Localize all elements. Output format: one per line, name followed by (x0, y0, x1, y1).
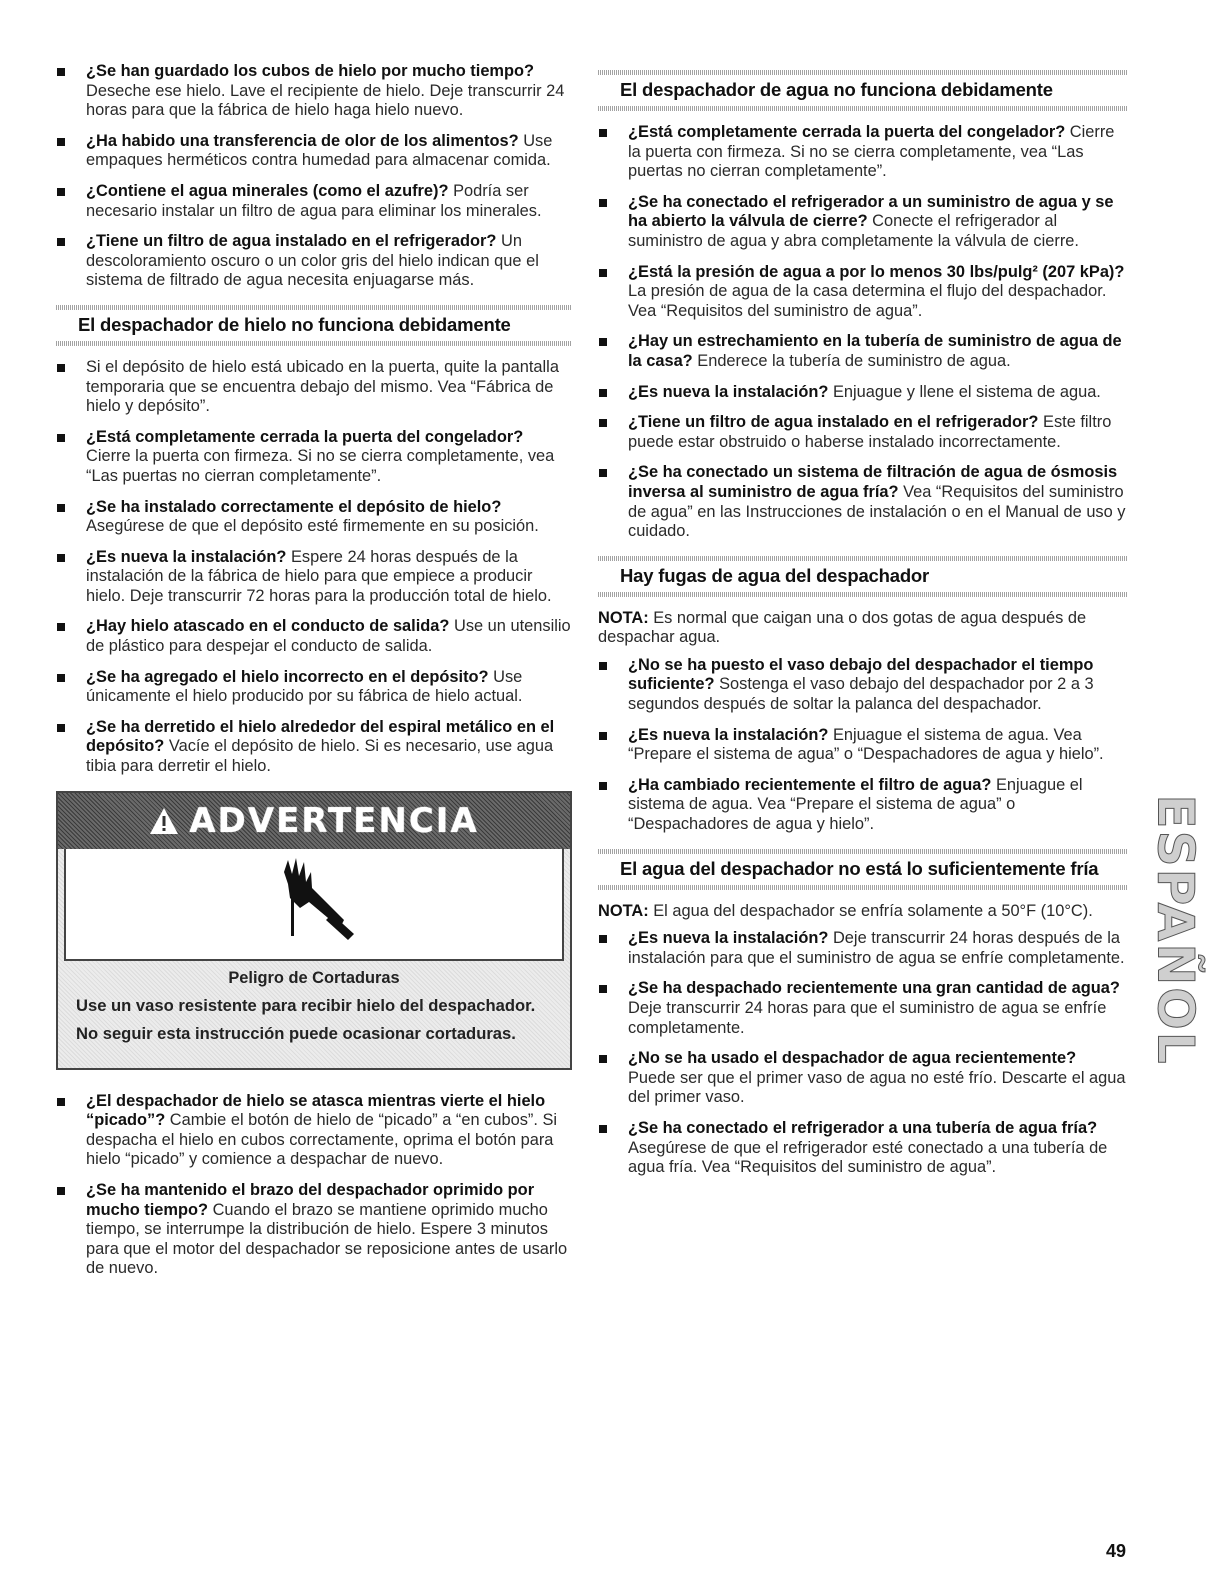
list-item (598, 263, 1128, 322)
item-answer: Enjuague el sistema de agua. Vea “Prepare el sistema de agua” o “Despachadores de agua y hielo”. (628, 775, 1083, 834)
note-label: NOTA: (598, 608, 649, 627)
list-item (598, 776, 1128, 835)
item-answer: Asegúrese de que el depósito esté firmemente en su posición. (86, 517, 539, 536)
item-question: ¿Es nueva la instalación? (628, 382, 829, 401)
item-question: ¿Es nueva la instalación? (86, 547, 287, 566)
item-question: ¿El despachador de hielo se atasca mientras vierte el hielo “picado”? (86, 1091, 546, 1130)
bullet-icon (57, 188, 65, 196)
right-column (598, 62, 1128, 1189)
section-divider (598, 849, 1128, 854)
section-heading: El despachador de agua no funciona debidamente (620, 79, 1053, 100)
warning-triangle-icon (149, 807, 179, 835)
bullet-icon (599, 389, 607, 397)
list-item (598, 332, 1128, 371)
item-answer: Asegúrese de que el refrigerador esté conectado a una tubería de agua fría. Vea “Requisitos del suministro de agua”. (628, 1138, 1108, 1177)
cold-list (598, 929, 1128, 1178)
bullet-icon (57, 364, 65, 372)
list-item (598, 193, 1128, 252)
bullet-icon (599, 129, 607, 137)
list-item (598, 1049, 1128, 1108)
ice-dispenser-list (56, 358, 572, 777)
item-question: ¿Contiene el agua minerales (como el azufre)? (86, 181, 449, 200)
section-divider (598, 885, 1128, 890)
warning-box (56, 791, 572, 1070)
warning-body (58, 961, 570, 1068)
bullet-icon (599, 469, 607, 477)
note-text: El agua del despachador se enfría solamente a 50°F (10°C). (653, 901, 1093, 920)
item-answer: Si el depósito de hielo está ubicado en la puerta, quite la pantalla temporaria que se encuentra debajo del mismo. Vea “Fábrica de hielo y depósito”. (86, 357, 559, 416)
item-question: ¿Está la presión de agua a por lo menos 30 lbs/pulg² (207 kPa)? (628, 262, 1125, 281)
item-question: ¿No se ha usado el despachador de agua recientemente? (628, 1049, 1077, 1068)
item-answer: Use empaques herméticos contra humedad para almacenar comida. (86, 131, 553, 170)
item-question: ¿Se ha agregado el hielo incorrecto en el depósito? (86, 667, 489, 686)
bullet-icon (599, 935, 607, 943)
list-item (56, 548, 572, 607)
bullet-icon (57, 674, 65, 682)
bullet-icon (57, 138, 65, 146)
section-divider (56, 341, 572, 346)
bullet-icon (57, 434, 65, 442)
bullet-icon (57, 1187, 65, 1195)
bullet-icon (57, 554, 65, 562)
section-water-dispenser (598, 70, 1128, 111)
section-heading: El agua del despachador no está lo suficientemente fría (620, 857, 1099, 879)
item-answer: Conecte el refrigerador al suministro de agua y abra completamente la válvula de cierre. (628, 212, 1079, 250)
item-question: ¿Es nueva la instalación? (628, 929, 829, 948)
item-question: ¿Tiene un filtro de agua instalado en el refrigerador? (86, 232, 497, 251)
warning-title: ADVERTENCIA (189, 800, 479, 841)
item-question: ¿Se ha despachado recientemente una gran cantidad de agua? (628, 979, 1120, 998)
item-question: ¿Se ha conectado el refrigerador a una tubería de agua fría? (628, 1118, 1098, 1137)
bullet-icon (599, 662, 607, 670)
list-item (598, 1119, 1128, 1178)
note-text: Es normal que caigan una o dos gotas de agua después de despachar agua. (598, 608, 1087, 647)
cut-hand-icon (254, 854, 374, 954)
list-item (598, 979, 1128, 1038)
bullet-icon (57, 1098, 65, 1106)
warning-banner (58, 793, 570, 849)
list-item (598, 413, 1128, 452)
item-answer: La presión de agua de la casa determina el flujo del despachador. Vea “Requisitos del suministro de agua”. (628, 282, 1107, 320)
bullet-icon (57, 504, 65, 512)
item-question: ¿Se ha mantenido el brazo del despachador oprimido por mucho tiempo? (86, 1181, 535, 1219)
section-cold (598, 849, 1128, 890)
item-answer: Deseche ese hielo. Lave el recipiente de hielo. Deje transcurrir 24 horas para que la fábrica de hielo haga hielo nuevo. (86, 81, 565, 120)
section-leaks (598, 556, 1128, 597)
list-item (598, 463, 1128, 541)
item-question: ¿Es nueva la instalación? (628, 725, 829, 744)
list-item (56, 498, 572, 537)
list-item (56, 1181, 572, 1279)
cold-note (598, 902, 1128, 922)
leaks-list (598, 656, 1128, 835)
list-item (56, 232, 572, 291)
list-item (598, 726, 1128, 765)
list-item (56, 668, 572, 707)
left-bottom-list (56, 1092, 572, 1279)
bullet-icon (599, 985, 607, 993)
item-answer: Deje transcurrir 24 horas para que el suministro de agua se enfríe completamente. (628, 999, 1107, 1037)
list-item (56, 62, 572, 121)
item-answer: Use únicamente el hielo producido por su fábrica de hielo actual. (86, 667, 523, 706)
item-answer: Vacíe el depósito de hielo. Si es necesario, use agua tibia para derretir el hielo. (86, 737, 554, 776)
item-question: ¿Se ha derretido el hielo alrededor del espiral metálico en el depósito? (86, 717, 555, 756)
leaks-note (598, 609, 1128, 648)
section-divider (598, 106, 1128, 111)
item-answer: Puede ser que el primer vaso de agua no esté frío. Descarte el agua del primer vaso. (628, 1068, 1126, 1107)
item-answer: Un descoloramiento oscuro o un color gris del hielo indican que el sistema de filtrado de agua necesita enjuagarse más. (86, 232, 539, 290)
item-question: ¿Se ha conectado un sistema de filtración de agua de ósmosis inversa al suministro de agua fría? (628, 463, 1118, 501)
bullet-icon (599, 732, 607, 740)
left-column (56, 62, 572, 1290)
bullet-icon (599, 199, 607, 207)
side-tab-label: ESPAÑOL (1147, 794, 1206, 1066)
item-question: ¿Tiene un filtro de agua instalado en el refrigerador? (628, 413, 1039, 432)
water-dispenser-list (598, 123, 1128, 542)
item-answer: Use un utensilio de plástico para despejar el conducto de salida. (86, 617, 571, 656)
item-answer: Vea “Requisitos del suministro de agua” en las Instrucciones de instalación o en el Manual de uso y cuidado. (628, 482, 1126, 541)
section-divider (598, 556, 1128, 561)
item-answer: Espere 24 horas después de la instalación de la fábrica de hielo para que empiece a producir hielo. Deje transcurrir 72 horas para la producción total de hielo. (86, 547, 552, 605)
item-question: ¿Se han guardado los cubos de hielo por mucho tiempo? (86, 62, 535, 80)
section-heading: El despachador de hielo no funciona debidamente (78, 313, 511, 335)
section-divider (598, 592, 1128, 597)
warning-hazard: Peligro de Cortaduras (228, 968, 400, 987)
bullet-icon (599, 338, 607, 346)
item-answer: Podría ser necesario instalar un filtro de agua para eliminar los minerales. (86, 181, 542, 220)
item-answer: Cuando el brazo se mantiene oprimido mucho tiempo, se interrumpe la distribución de hielo. Espere 3 minutos para que el motor del despachador se reposicione antes de usarlo de nuevo. (86, 1200, 568, 1278)
bullet-icon (57, 623, 65, 631)
list-item (598, 383, 1128, 403)
item-question: ¿Se ha conectado el refrigerador a un suministro de agua y se ha abierto la válvula de cierre? (628, 192, 1114, 231)
section-ice-dispenser (56, 305, 572, 346)
item-answer: Este filtro puede estar obstruido o haberse instalado incorrectamente. (628, 413, 1112, 451)
item-answer: Cierre la puerta con firmeza. Si no se cierra completamente, vea “Las puertas no cierran completamente”. (628, 123, 1115, 181)
bullet-icon (599, 782, 607, 790)
bullet-icon (599, 1125, 607, 1133)
warning-consequence: No seguir esta instrucción puede ocasionar cortaduras. (76, 1023, 516, 1043)
section-divider (598, 70, 1128, 75)
list-item (56, 132, 572, 171)
language-side-tab (1147, 794, 1206, 1066)
left-top-list (56, 62, 572, 291)
item-question: ¿Se ha instalado correctamente el depósito de hielo? (86, 497, 502, 516)
warning-instruction: Use un vaso resistente para recibir hielo del despachador. (76, 995, 536, 1015)
item-question: ¿Hay hielo atascado en el conducto de salida? (86, 617, 450, 636)
item-question: ¿Ha habido una transferencia de olor de los alimentos? (86, 131, 519, 150)
bullet-icon (57, 724, 65, 732)
list-item (56, 718, 572, 777)
item-answer: Sostenga el vaso debajo del despachador por 2 a 3 segundos después de soltar la palanca del despachador. (628, 675, 1094, 714)
page-number: 49 (1105, 1541, 1126, 1561)
item-answer: Enderece la tubería de suministro de agua. (697, 351, 1011, 370)
list-item (598, 123, 1128, 182)
item-question: ¿Está completamente cerrada la puerta del congelador? (86, 427, 524, 446)
bullet-icon (599, 269, 607, 277)
list-item (56, 182, 572, 221)
item-answer: Cierre la puerta con firmeza. Si no se cierra completamente, vea “Las puertas no cierran completamente”. (86, 447, 555, 485)
bullet-icon (599, 419, 607, 427)
item-question: ¿Hay un estrechamiento en la tubería de suministro de agua de la casa? (628, 332, 1122, 370)
item-answer: Enjuague y llene el sistema de agua. (832, 382, 1101, 401)
item-answer: Deje transcurrir 24 horas después de la instalación para que el suministro de agua se enfríe completamente. (628, 929, 1125, 967)
item-question: ¿No se ha puesto el vaso debajo del despachador el tiempo suficiente? (628, 655, 1094, 694)
section-heading: Hay fugas de agua del despachador (620, 564, 930, 586)
list-item (598, 656, 1128, 715)
item-answer: Enjuague el sistema de agua. Vea “Prepare el sistema de agua” o “Despachadores de agua y hielo”. (628, 725, 1104, 764)
list-item (56, 617, 572, 656)
list-item (598, 929, 1128, 968)
item-answer: Cambie el botón de hielo de “picado” a “en cubos”. Si despacha el hielo en cubos correctamente, oprima el botón para hielo “picado” y comience a despachar de nuevo. (86, 1111, 558, 1169)
bullet-icon (57, 68, 65, 76)
item-question: ¿Ha cambiado recientemente el filtro de agua? (628, 775, 992, 794)
section-divider (56, 305, 572, 310)
note-label: NOTA: (598, 901, 649, 920)
list-item (56, 1092, 572, 1170)
cut-hazard-picture (64, 849, 564, 961)
bullet-icon (57, 238, 65, 246)
item-question: ¿Está completamente cerrada la puerta del congelador? (628, 123, 1066, 141)
list-item (56, 358, 572, 417)
bullet-icon (599, 1055, 607, 1063)
list-item (56, 428, 572, 487)
